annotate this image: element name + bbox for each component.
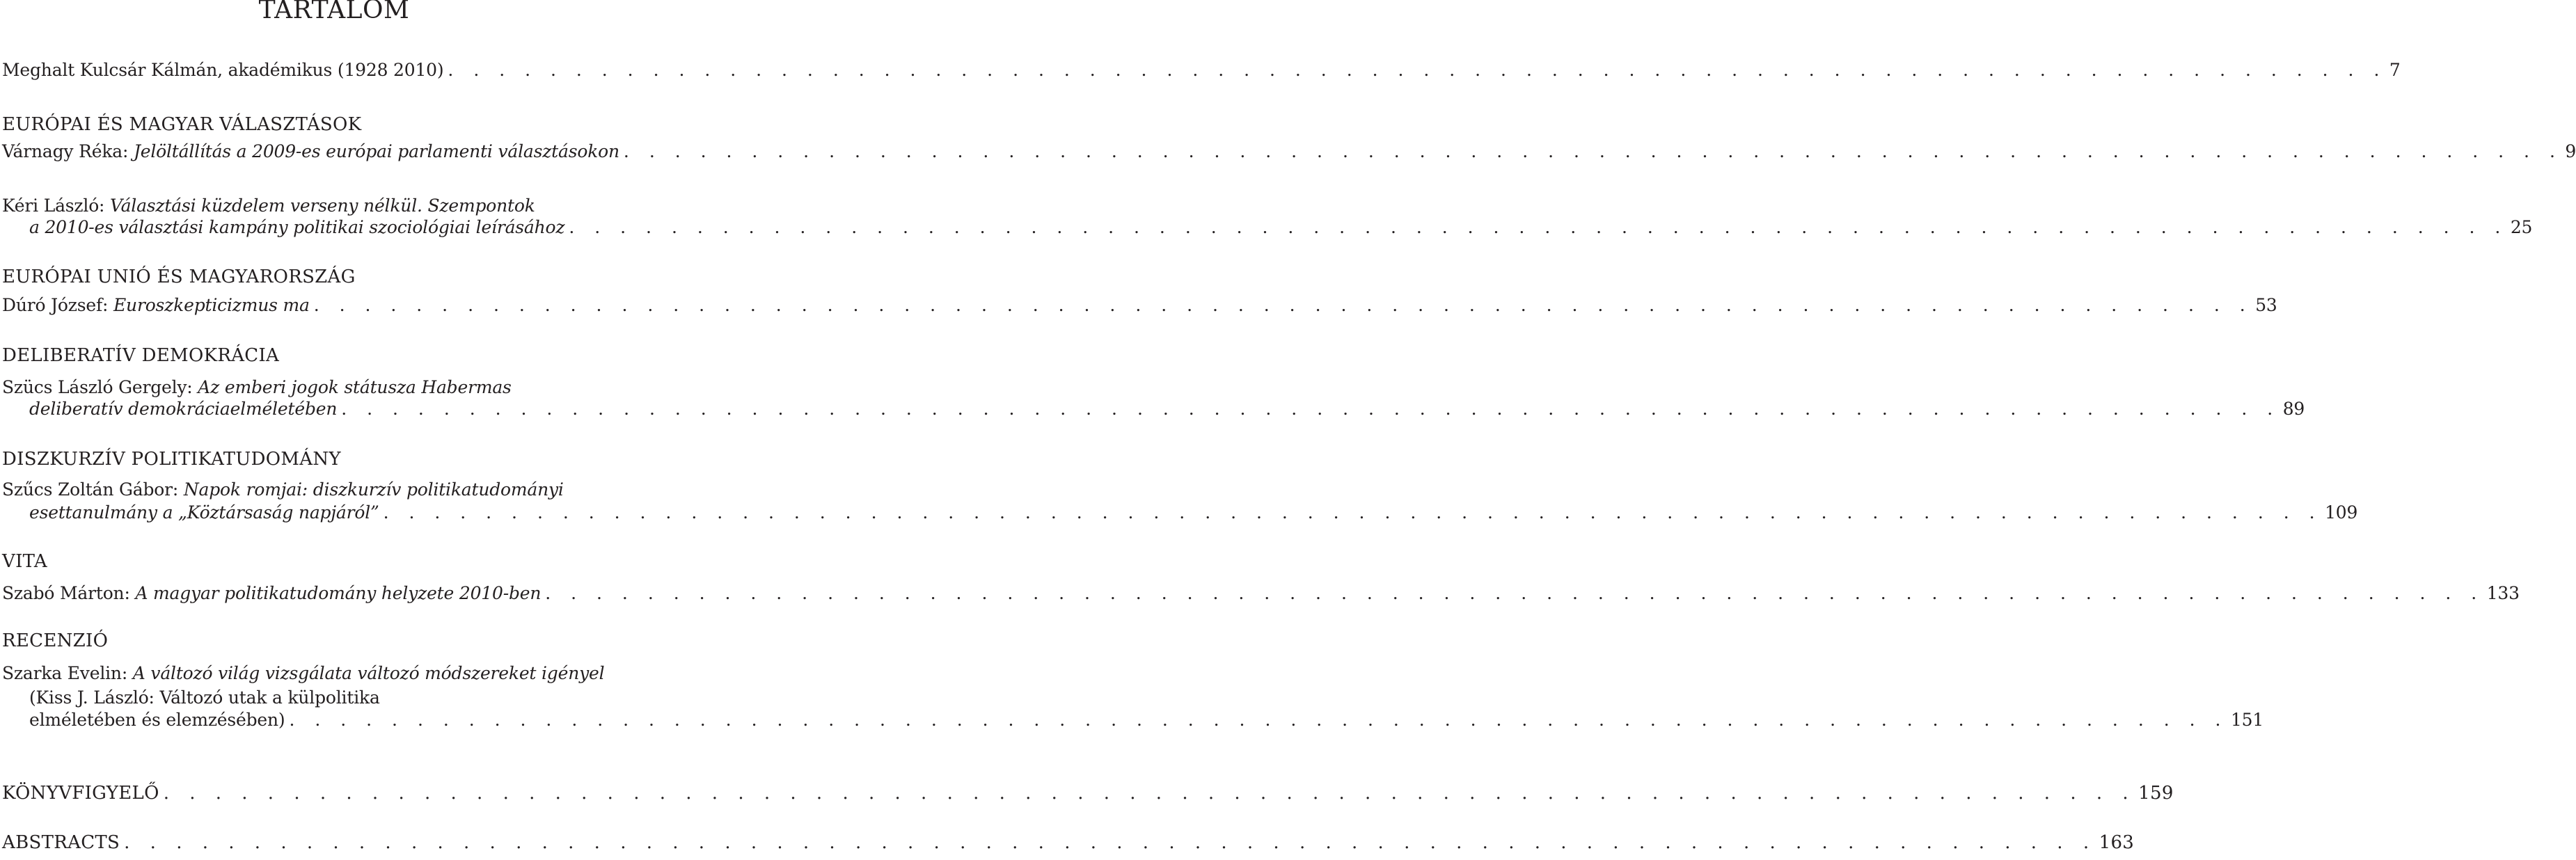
toc-entry-obituary[interactable]: [2, 60, 2401, 88]
page-number: 89: [2282, 399, 2305, 419]
entry-title-cont: deliberatív demokráciaelméletében: [29, 399, 338, 419]
toc-entry-varnagy[interactable]: [2, 141, 2576, 169]
entry-text: KÖNYVFIGYELŐ: [2, 783, 159, 804]
leader-dots: . . . . . . . . . . . . . . . . . . . . . . . . . . . . . . . . . . . . . . . . . . . . . . . . . . . . . . . . . . . . . . . . . . . . . . . . . . . .: [448, 60, 2387, 80]
entry-title: Az emberi jogok státusza Habermas: [198, 377, 512, 397]
page-number: 7: [2389, 60, 2401, 80]
entry-author: Kéri László:: [2, 196, 111, 216]
page-number: 159: [2138, 783, 2174, 804]
entry-author: Szarka Evelin:: [2, 663, 133, 683]
entry-title: A változó világ vizsgálata változó módszereket igényel: [132, 663, 605, 683]
toc-entry-szarka-line1[interactable]: [2, 663, 604, 683]
entry-title: A magyar politikatudomány helyzete 2010-ben: [135, 583, 542, 603]
leader-dots: . . . . . . . . . . . . . . . . . . . . . . . . . . . . . . . . . . . . . . . . . . . . . . . . . . . . . . . . . . . . . . . . . . . . . . . . . . . .: [313, 295, 2253, 315]
entry-text: [2, 295, 310, 315]
toc-entry-szucsz-line1[interactable]: [2, 479, 564, 500]
entry-author: Dúró József:: [2, 295, 113, 315]
section-heading: DISZKURZÍV POLITIKATUDOMÁNY: [2, 449, 341, 470]
page-title: TARTALOM: [258, 0, 410, 24]
section-heading: EURÓPAI ÉS MAGYAR VÁLASZTÁSOK: [2, 114, 362, 135]
leader-dots: . . . . . . . . . . . . . . . . . . . . . . . . . . . . . . . . . . . . . . . . . . . . . . . . . . . . . . . . . . . . . . . . . . . . . . . . . . . .: [569, 217, 2508, 237]
page-number: 151: [2230, 710, 2264, 730]
toc-entry-szucsz-line2[interactable]: [29, 502, 2358, 530]
entry-title-cont: a 2010-es választási kampány politikai szociológiai leírásához: [29, 217, 565, 237]
toc-entry-keri-line2[interactable]: [29, 217, 2533, 245]
toc-entry-szabo[interactable]: [2, 583, 2520, 611]
leader-dots: . . . . . . . . . . . . . . . . . . . . . . . . . . . . . . . . . . . . . . . . . . . . . . . . . . . . . . . . . . . . . . . . . . . . . . . . . . . .: [383, 502, 2323, 523]
toc-entry-duro[interactable]: [2, 295, 2277, 323]
entry-text: [2, 141, 619, 161]
entry-author: Várnagy Réka:: [2, 141, 134, 161]
entry-title: Választási küzdelem verseny nélkül. Szempontok: [110, 196, 535, 216]
toc-entry-szarka-line2[interactable]: (Kiss J. László: Változó utak a külpolitika: [29, 687, 380, 708]
entry-text-cont: elméletében és elemzésében): [29, 710, 285, 730]
entry-text: ABSTRACTS: [2, 832, 120, 853]
toc-entry-szarka-line3[interactable]: [29, 710, 2264, 738]
page-number: 133: [2486, 583, 2520, 603]
leader-dots: . . . . . . . . . . . . . . . . . . . . . . . . . . . . . . . . . . . . . . . . . . . . . . . . . . . . . . . . . . . . . . . . . . . . . . . . . . . .: [289, 710, 2228, 730]
entry-title: Napok romjai: diszkurzív politikatudományi: [183, 479, 564, 500]
page-number: 53: [2255, 295, 2277, 315]
entry-author: Szűcs Zoltán Gábor:: [2, 479, 184, 500]
leader-dots: . . . . . . . . . . . . . . . . . . . . . . . . . . . . . . . . . . . . . . . . . . . . . . . . . . . . . . . . . . . . . . . . . . . . . . . . . . . .: [341, 399, 2280, 419]
section-heading: RECENZIÓ: [2, 630, 109, 651]
toc-entry-keri-line1[interactable]: [2, 196, 535, 216]
toc-entry-konyvfigyelo[interactable]: [2, 783, 2174, 811]
entry-title-cont: esettanulmány a „Köztársaság napjáról”: [29, 502, 379, 523]
entry-title: Jelöltállítás a 2009-es európai parlamenti választásokon: [133, 141, 619, 161]
entry-text: [2, 583, 541, 603]
leader-dots: . . . . . . . . . . . . . . . . . . . . . . . . . . . . . . . . . . . . . . . . . . . . . . . . . . . . . . . . . . . . . . . . . . . . . . . . . . . .: [545, 583, 2484, 603]
entry-text: Meghalt Kulcsár Kálmán, akadémikus (1928 2010): [2, 60, 444, 80]
section-heading: EURÓPAI UNIÓ ÉS MAGYARORSZÁG: [2, 266, 356, 287]
page-number: 109: [2325, 502, 2358, 523]
page-number: 163: [2099, 832, 2135, 853]
toc-entry-szucs-line2[interactable]: [29, 399, 2305, 427]
page-number: 25: [2510, 217, 2533, 237]
leader-dots: . . . . . . . . . . . . . . . . . . . . . . . . . . . . . . . . . . . . . . . . . . . . . . . . . . . . . . . . . . . . . . . . . . . . . . . . . . . .: [623, 141, 2563, 161]
section-heading: DELIBERATÍV DEMOKRÁCIA: [2, 345, 280, 366]
leader-dots: . . . . . . . . . . . . . . . . . . . . . . . . . . . . . . . . . . . . . . . . . . . . . . . . . . . . . . . . . . . . . . . . . . . . . . . . . . . .: [124, 832, 2096, 853]
toc-entry-abstracts[interactable]: [2, 832, 2135, 860]
section-heading: VITA: [2, 551, 47, 572]
leader-dots: . . . . . . . . . . . . . . . . . . . . . . . . . . . . . . . . . . . . . . . . . . . . . . . . . . . . . . . . . . . . . . . . . . . . . . . . . . . .: [163, 783, 2136, 804]
entry-title: Euroszkepticizmus ma: [113, 295, 310, 315]
toc-entry-szucs-line1[interactable]: [2, 377, 512, 397]
entry-author: Szabó Márton:: [2, 583, 136, 603]
entry-author: Szücs László Gergely:: [2, 377, 198, 397]
page-number: 9: [2565, 141, 2576, 161]
